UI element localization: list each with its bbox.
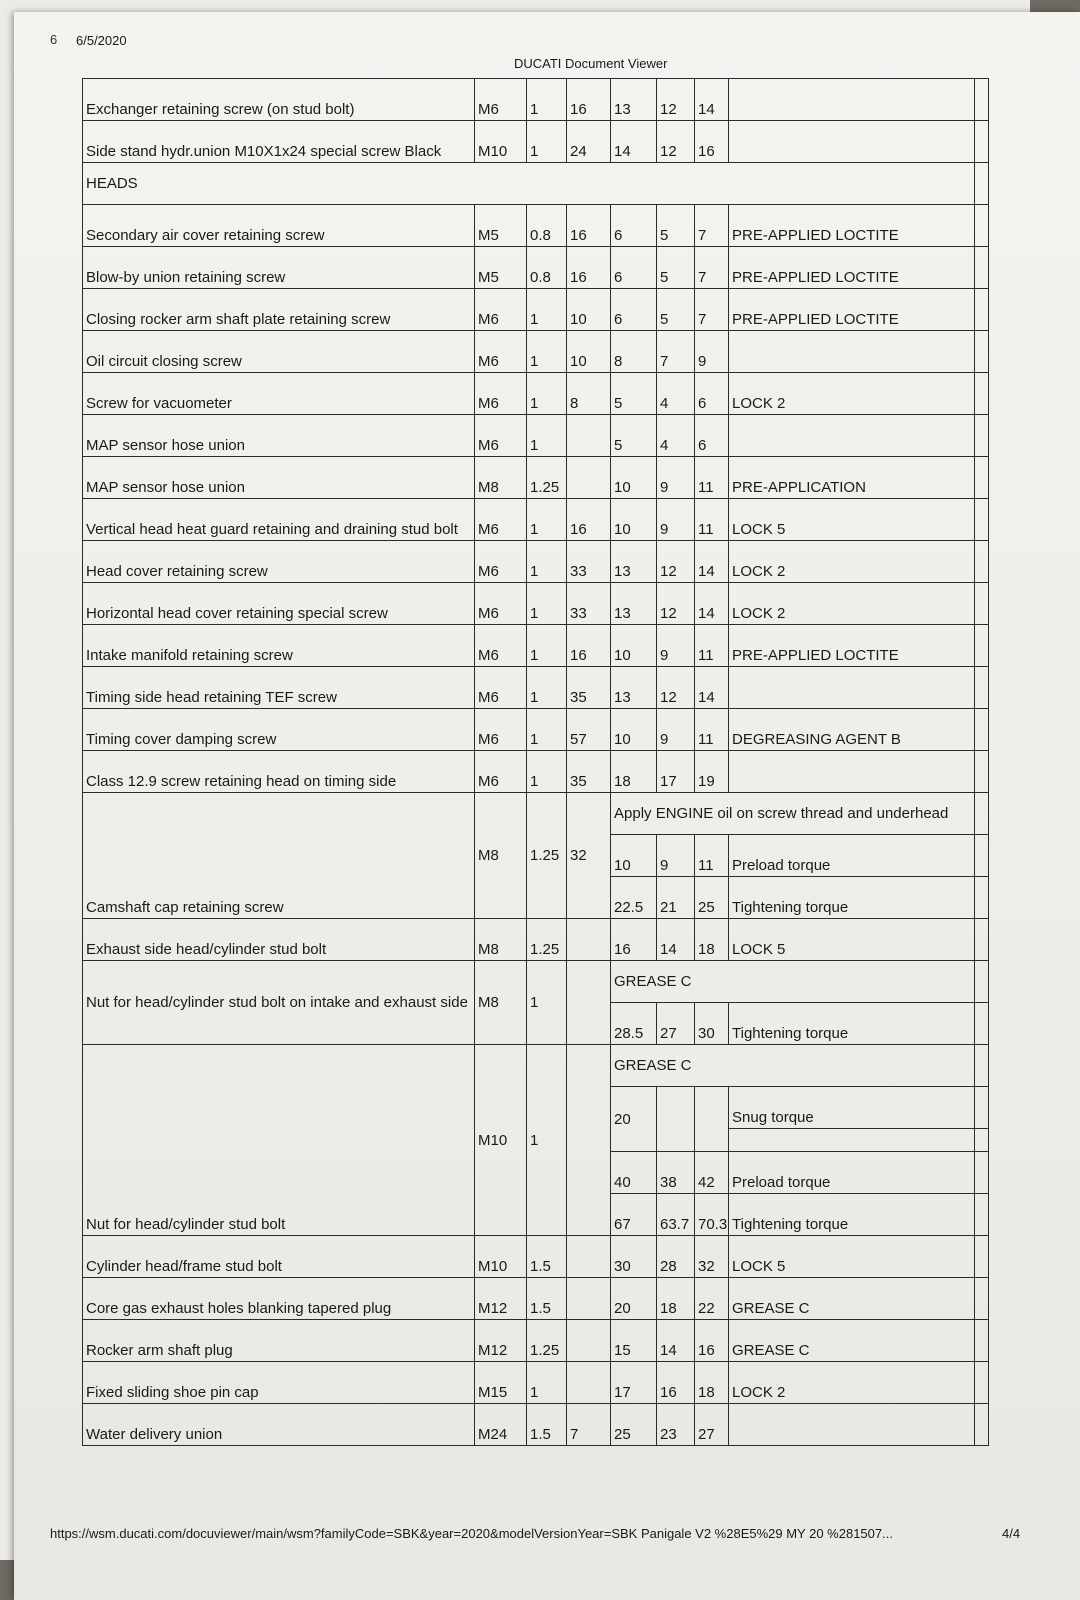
row-max: 70.3: [695, 1194, 729, 1236]
row-max: 9: [695, 331, 729, 373]
row-length: 33: [567, 583, 611, 625]
row-note: [729, 121, 975, 163]
row-min: 9: [657, 499, 695, 541]
row-nominal: 20: [611, 1278, 657, 1320]
row-length: [567, 1320, 611, 1362]
row-thread: M10: [475, 1045, 527, 1236]
viewer-title: DUCATI Document Viewer: [514, 56, 668, 71]
row-max: 22: [695, 1278, 729, 1320]
check-cell: [975, 1045, 989, 1087]
check-cell: [975, 331, 989, 373]
row-max: 7: [695, 205, 729, 247]
row-note: [729, 79, 975, 121]
row-nominal: 10: [611, 709, 657, 751]
row-max: 14: [695, 667, 729, 709]
row-note: Preload torque: [729, 835, 975, 877]
row-desc: Closing rocker arm shaft plate retaining screw: [83, 289, 475, 331]
row-nominal: 5: [611, 415, 657, 457]
row-min: 38: [657, 1152, 695, 1194]
check-cell: [975, 793, 989, 835]
check-cell: [975, 373, 989, 415]
corner-mark: 6: [50, 32, 58, 47]
row-min: [657, 1087, 695, 1152]
row-nominal: 6: [611, 205, 657, 247]
row-note: GREASE C: [729, 1320, 975, 1362]
check-cell: [975, 1362, 989, 1404]
row-desc: Secondary air cover retaining screw: [83, 205, 475, 247]
row-note: LOCK 5: [729, 1236, 975, 1278]
check-cell: [975, 79, 989, 121]
table-row: [83, 247, 989, 289]
table-row: [83, 919, 989, 961]
row-length: [567, 961, 611, 1045]
row-nominal: 67: [611, 1194, 657, 1236]
row-desc: Blow-by union retaining screw: [83, 247, 475, 289]
row-length: 10: [567, 331, 611, 373]
row-desc: Core gas exhaust holes blanking tapered plug: [83, 1278, 475, 1320]
row-length: [567, 919, 611, 961]
row-min: 17: [657, 751, 695, 793]
row-note: PRE-APPLIED LOCTITE: [729, 625, 975, 667]
row-note: LOCK 2: [729, 373, 975, 415]
row-length: 16: [567, 247, 611, 289]
row-min: 28: [657, 1236, 695, 1278]
row-max: 11: [695, 625, 729, 667]
row-note: Tightening torque: [729, 877, 975, 919]
table-row: [83, 1362, 989, 1404]
row-note-top: GREASE C: [611, 961, 975, 1003]
table-row: [83, 1236, 989, 1278]
row-pitch: 1.5: [527, 1278, 567, 1320]
row-min: 63.7: [657, 1194, 695, 1236]
row-note: DEGREASING AGENT B: [729, 709, 975, 751]
row-min: 4: [657, 415, 695, 457]
row-note: LOCK 2: [729, 1362, 975, 1404]
row-desc: Head cover retaining screw: [83, 541, 475, 583]
row-desc: Rocker arm shaft plug: [83, 1320, 475, 1362]
row-length: 16: [567, 79, 611, 121]
row-desc: Water delivery union: [83, 1404, 475, 1446]
row-max: 18: [695, 1362, 729, 1404]
row-thread: M12: [475, 1320, 527, 1362]
row-desc: MAP sensor hose union: [83, 415, 475, 457]
row-min: 9: [657, 709, 695, 751]
row-note: PRE-APPLIED LOCTITE: [729, 205, 975, 247]
row-thread: M10: [475, 121, 527, 163]
row-pitch: 1: [527, 373, 567, 415]
row-min: 12: [657, 79, 695, 121]
row-desc: Camshaft cap retaining screw: [83, 793, 475, 919]
row-max: 11: [695, 709, 729, 751]
row-desc: Exchanger retaining screw (on stud bolt): [83, 79, 475, 121]
row-nominal: 13: [611, 79, 657, 121]
row-note: [729, 667, 975, 709]
row-desc: Side stand hydr.union M10X1x24 special screw Black: [83, 121, 475, 163]
row-nominal: 13: [611, 541, 657, 583]
row-length: 57: [567, 709, 611, 751]
row-nominal: 18: [611, 751, 657, 793]
row-thread: M6: [475, 499, 527, 541]
row-length: 16: [567, 499, 611, 541]
check-cell: [975, 163, 989, 205]
table-row: [83, 289, 989, 331]
table-row: [83, 415, 989, 457]
check-cell: [975, 1236, 989, 1278]
row-note: [729, 751, 975, 793]
row-max: 14: [695, 541, 729, 583]
section-row: [83, 163, 989, 205]
table-row: [83, 205, 989, 247]
row-thread: M10: [475, 1236, 527, 1278]
check-cell: [975, 667, 989, 709]
check-cell: [975, 919, 989, 961]
table-row: [83, 499, 989, 541]
row-max: 6: [695, 373, 729, 415]
row-note: LOCK 5: [729, 919, 975, 961]
row-min: 12: [657, 583, 695, 625]
row-note-top: GREASE C: [611, 1045, 975, 1087]
torque-table: [82, 78, 989, 1446]
table-row: [83, 1320, 989, 1362]
table-row: [83, 667, 989, 709]
check-cell: [975, 1404, 989, 1446]
row-length: 35: [567, 667, 611, 709]
row-min: 12: [657, 541, 695, 583]
row-note: LOCK 2: [729, 583, 975, 625]
row-desc: Nut for head/cylinder stud bolt on intake and exhaust side: [83, 961, 475, 1045]
row-pitch: 0.8: [527, 205, 567, 247]
row-max: 6: [695, 415, 729, 457]
row-pitch: 1: [527, 961, 567, 1045]
table-row: [83, 583, 989, 625]
row-nominal: 17: [611, 1362, 657, 1404]
row-thread: M6: [475, 709, 527, 751]
check-cell: [975, 625, 989, 667]
row-min: 14: [657, 1320, 695, 1362]
row-length: [567, 415, 611, 457]
row-pitch: 1.25: [527, 793, 567, 919]
row-min: 9: [657, 457, 695, 499]
row-max: 14: [695, 79, 729, 121]
row-min: 4: [657, 373, 695, 415]
row-max: 42: [695, 1152, 729, 1194]
row-pitch: 0.8: [527, 247, 567, 289]
footer-page-number: 4/4: [1002, 1526, 1021, 1541]
row-min: 9: [657, 625, 695, 667]
row-length: 33: [567, 541, 611, 583]
row-length: [567, 1045, 611, 1236]
table-row: [83, 961, 989, 1003]
table-row: [83, 331, 989, 373]
table-row: [83, 121, 989, 163]
row-nominal: 30: [611, 1236, 657, 1278]
check-cell: [975, 751, 989, 793]
row-length: 24: [567, 121, 611, 163]
row-thread: M15: [475, 1362, 527, 1404]
row-min: 5: [657, 289, 695, 331]
row-pitch: 1: [527, 583, 567, 625]
row-nominal: 5: [611, 373, 657, 415]
row-nominal: 6: [611, 247, 657, 289]
row-length: 7: [567, 1404, 611, 1446]
row-thread: M6: [475, 331, 527, 373]
check-cell: [975, 541, 989, 583]
check-cell: [975, 457, 989, 499]
table-row: [83, 79, 989, 121]
row-note: Preload torque: [729, 1152, 975, 1194]
row-note: Snug torque: [729, 1087, 975, 1129]
table-row: [83, 625, 989, 667]
check-cell: [975, 1278, 989, 1320]
row-pitch: 1: [527, 499, 567, 541]
row-length: 35: [567, 751, 611, 793]
table-row: [83, 1045, 989, 1087]
row-pitch: 1: [527, 751, 567, 793]
check-cell: [975, 877, 989, 919]
row-max: 19: [695, 751, 729, 793]
row-min: 14: [657, 919, 695, 961]
row-min: 16: [657, 1362, 695, 1404]
row-pitch: 1.5: [527, 1236, 567, 1278]
row-desc: Screw for vacuometer: [83, 373, 475, 415]
row-nominal: 10: [611, 625, 657, 667]
row-nominal: 6: [611, 289, 657, 331]
row-note: GREASE C: [729, 1278, 975, 1320]
row-thread: M24: [475, 1404, 527, 1446]
row-pitch: 1: [527, 667, 567, 709]
row-max: 16: [695, 1320, 729, 1362]
row-max: 14: [695, 583, 729, 625]
row-min: 23: [657, 1404, 695, 1446]
row-thread: M8: [475, 457, 527, 499]
row-nominal: 14: [611, 121, 657, 163]
row-nominal: 8: [611, 331, 657, 373]
row-min: 21: [657, 877, 695, 919]
check-cell: [975, 709, 989, 751]
check-cell: [975, 961, 989, 1003]
row-min: 7: [657, 331, 695, 373]
row-max: 11: [695, 499, 729, 541]
row-nominal: 40: [611, 1152, 657, 1194]
row-nominal: 28.5: [611, 1003, 657, 1045]
check-cell: [975, 1194, 989, 1236]
row-nominal: 15: [611, 1320, 657, 1362]
row-desc: Vertical head heat guard retaining and draining stud bolt: [83, 499, 475, 541]
row-pitch: 1.25: [527, 457, 567, 499]
row-note-top: Apply ENGINE oil on screw thread and underhead: [611, 793, 975, 835]
table-row: [83, 793, 989, 835]
row-length: [567, 1362, 611, 1404]
row-max: 11: [695, 457, 729, 499]
check-cell: [975, 121, 989, 163]
row-length: 16: [567, 625, 611, 667]
row-thread: M8: [475, 961, 527, 1045]
row-nominal: 10: [611, 499, 657, 541]
check-cell: [975, 205, 989, 247]
check-cell: [975, 1087, 989, 1129]
table-row: [83, 373, 989, 415]
row-thread: M5: [475, 247, 527, 289]
row-length: 16: [567, 205, 611, 247]
row-note: Tightening torque: [729, 1003, 975, 1045]
row-pitch: 1.25: [527, 919, 567, 961]
row-desc: Timing cover damping screw: [83, 709, 475, 751]
row-min: 5: [657, 247, 695, 289]
row-max: 7: [695, 247, 729, 289]
row-desc: Class 12.9 screw retaining head on timing side: [83, 751, 475, 793]
row-max: 32: [695, 1236, 729, 1278]
row-pitch: 1: [527, 1045, 567, 1236]
table-row: [83, 709, 989, 751]
row-note: PRE-APPLICATION: [729, 457, 975, 499]
row-max: 27: [695, 1404, 729, 1446]
row-desc: Nut for head/cylinder stud bolt: [83, 1045, 475, 1236]
row-min: 27: [657, 1003, 695, 1045]
row-thread: M5: [475, 205, 527, 247]
row-thread: M6: [475, 751, 527, 793]
row-nominal: 13: [611, 667, 657, 709]
row-note: [729, 415, 975, 457]
footer-url: https://wsm.ducati.com/docuviewer/main/wsm?familyCode=SBK&year=2020&modelVersionYear=SBK Panigale V2 %28E5%29 MY 20 %281507...: [50, 1526, 893, 1541]
row-length: 8: [567, 373, 611, 415]
row-note: [729, 1404, 975, 1446]
check-cell: [975, 415, 989, 457]
check-cell: [975, 1003, 989, 1045]
row-max: 16: [695, 121, 729, 163]
row-nominal: 22.5: [611, 877, 657, 919]
row-pitch: 1: [527, 625, 567, 667]
row-nominal: 10: [611, 835, 657, 877]
check-cell: [975, 835, 989, 877]
row-thread: M6: [475, 289, 527, 331]
row-thread: M6: [475, 79, 527, 121]
row-note: PRE-APPLIED LOCTITE: [729, 289, 975, 331]
row-note-blank: [729, 1129, 975, 1152]
print-date: 6/5/2020: [76, 33, 127, 48]
check-cell: [975, 499, 989, 541]
row-nominal: 10: [611, 457, 657, 499]
row-length: [567, 457, 611, 499]
row-min: 9: [657, 835, 695, 877]
row-nominal: 16: [611, 919, 657, 961]
check-cell: [975, 247, 989, 289]
row-desc: Intake manifold retaining screw: [83, 625, 475, 667]
row-max: 30: [695, 1003, 729, 1045]
row-length: [567, 1278, 611, 1320]
row-nominal: 13: [611, 583, 657, 625]
row-pitch: 1: [527, 331, 567, 373]
row-min: 5: [657, 205, 695, 247]
row-thread: M6: [475, 373, 527, 415]
row-nominal: 20: [611, 1087, 657, 1152]
row-min: 18: [657, 1278, 695, 1320]
table-row: [83, 541, 989, 583]
row-note: [729, 331, 975, 373]
row-pitch: 1: [527, 79, 567, 121]
row-max: 18: [695, 919, 729, 961]
table-row: [83, 457, 989, 499]
row-thread: M6: [475, 415, 527, 457]
row-thread: M6: [475, 541, 527, 583]
row-min: 12: [657, 121, 695, 163]
row-pitch: 1: [527, 1362, 567, 1404]
row-desc: MAP sensor hose union: [83, 457, 475, 499]
row-note: PRE-APPLIED LOCTITE: [729, 247, 975, 289]
row-pitch: 1.5: [527, 1404, 567, 1446]
row-note: Tightening torque: [729, 1194, 975, 1236]
row-note: LOCK 5: [729, 499, 975, 541]
row-desc: Oil circuit closing screw: [83, 331, 475, 373]
check-cell: [975, 1152, 989, 1194]
row-length: 10: [567, 289, 611, 331]
row-thread: M6: [475, 625, 527, 667]
row-desc: Horizontal head cover retaining special screw: [83, 583, 475, 625]
row-thread: M8: [475, 793, 527, 919]
check-cell: [975, 1320, 989, 1362]
row-max: [695, 1087, 729, 1152]
row-note: LOCK 2: [729, 541, 975, 583]
row-pitch: 1.25: [527, 1320, 567, 1362]
row-desc: Exhaust side head/cylinder stud bolt: [83, 919, 475, 961]
row-max: 11: [695, 835, 729, 877]
row-desc: Fixed sliding shoe pin cap: [83, 1362, 475, 1404]
check-cell: [975, 289, 989, 331]
row-pitch: 1: [527, 415, 567, 457]
row-length: [567, 1236, 611, 1278]
section-heads: HEADS: [83, 163, 975, 205]
row-thread: M6: [475, 667, 527, 709]
table-row: [83, 1278, 989, 1320]
table-row: [83, 751, 989, 793]
row-pitch: 1: [527, 541, 567, 583]
row-nominal: 25: [611, 1404, 657, 1446]
row-desc: Cylinder head/frame stud bolt: [83, 1236, 475, 1278]
table-row: [83, 1404, 989, 1446]
check-cell: [975, 583, 989, 625]
row-thread: M8: [475, 919, 527, 961]
row-pitch: 1: [527, 709, 567, 751]
row-desc: Timing side head retaining TEF screw: [83, 667, 475, 709]
row-thread: M12: [475, 1278, 527, 1320]
row-max: 25: [695, 877, 729, 919]
check-cell: [975, 1129, 989, 1152]
row-pitch: 1: [527, 289, 567, 331]
row-pitch: 1: [527, 121, 567, 163]
row-max: 7: [695, 289, 729, 331]
row-length: 32: [567, 793, 611, 919]
row-min: 12: [657, 667, 695, 709]
row-thread: M6: [475, 583, 527, 625]
